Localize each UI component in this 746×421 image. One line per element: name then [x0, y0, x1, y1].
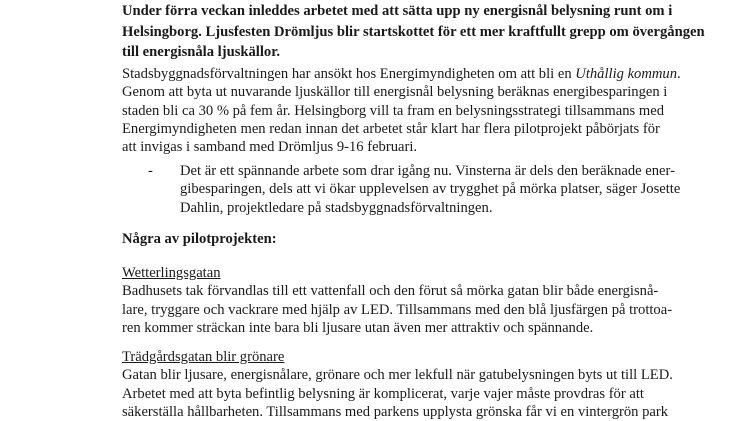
section-line: lare, tryggare och vackrare med hjälp av LED. Tillsammans med den blå ljusfärgen på trottoa- [122, 301, 673, 318]
quote-line: Dahlin, projektledare på stadsbyggnadsförvaltningen. [180, 199, 493, 216]
section-tradgardsgatan [122, 348, 673, 421]
intro-line: Genom att byta ut nuvarande ljuskällor till energisnål belysning beräknas energibesparingen i [122, 84, 668, 101]
projects-heading: Några av pilotprojekten: [122, 231, 277, 247]
lede-line: Helsingborg. Ljusfesten Drömljus blir startskottet för ett mer kraftfullt grepp om övergången [122, 23, 705, 40]
lede-line: till energisnåla ljuskällor. [122, 44, 280, 60]
lede-paragraph [122, 0, 705, 63]
section-line: ren kommer sträckan inte bara bli ljusare utan även mer attraktiv och spännande. [122, 319, 594, 336]
quote-line: Det är ett spännande arbete som drar igång nu. Vinsterna är dels den beräknade ener- [180, 163, 675, 179]
quote-line: gibesparingen, dels att vi ökar upplevelsen av trygghet på mörka platser, säger Josette [180, 181, 681, 198]
intro-line: Energimyndigheten men redan innan det arbetet står klart har flera pilotprojekt påbörjats för [122, 120, 660, 137]
lede-line: Under förra veckan inleddes arbetet med att sätta upp ny energisnål belysning runt om i [122, 3, 673, 19]
quote-text [180, 162, 680, 217]
quote-dash: - [148, 163, 153, 179]
section-line: säkerställa hållbarheten. Tillsammans med parkens upplysta grönska får vi en vintergrön park [122, 403, 669, 420]
section-line: Arbetet med att byta befintlig belysning är komplicerat, varje vajer måste provdras för att [122, 385, 644, 402]
intro-line [122, 65, 681, 83]
section-line: Badhusets tak förvandlas till ett vattenfall och den förut så mörka gatan blir både energisnå- [122, 283, 659, 300]
document-page [122, 0, 705, 420]
section-line: Gatan blir ljusare, energisnålare, grönare och mer lekfull när gatubelysningen byts ut till LED. [122, 367, 673, 384]
intro-line: staden bli ca 30 % på fem år. Helsingborg vill ta fram en belysningsstrategi tillsammans med [122, 102, 665, 119]
intro-paragraph [122, 65, 681, 156]
intro-line-prefix: Stadsbyggnadsförvaltningen har ansökt hos Energimyndigheten om att bli en [122, 66, 576, 82]
intro-line: att invigas i samband med Drömljus 9-16 februari. [122, 139, 418, 156]
intro-line-suffix: . [677, 66, 681, 82]
section-wetterlingsgatan [122, 264, 672, 337]
section-title: Trädgårdsgatan blir grönare [122, 349, 285, 365]
section-title: Wetterlingsgatan [122, 265, 221, 281]
intro-italic-term: Uthållig kommun [575, 66, 678, 82]
